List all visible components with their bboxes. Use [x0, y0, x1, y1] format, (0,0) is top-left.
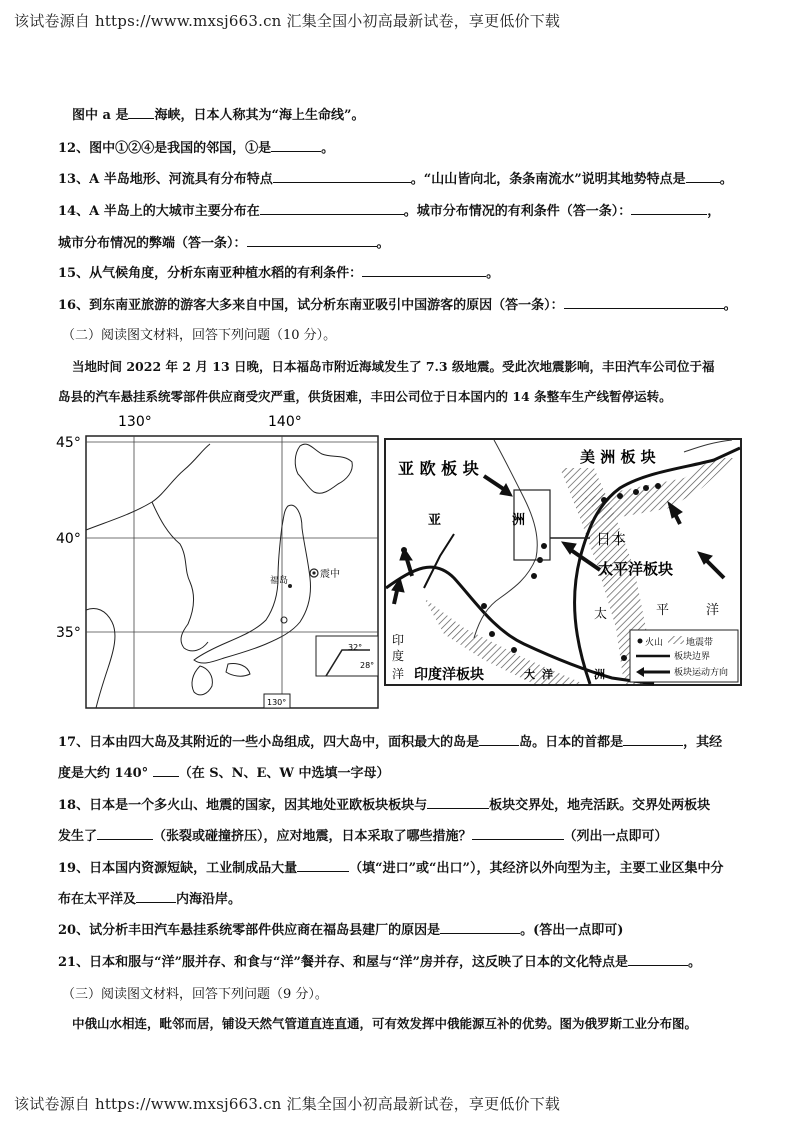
question-text: 。(答出一点即可): [520, 923, 624, 938]
fukushima-dot: [288, 584, 292, 588]
question-text: 图中 a 是: [72, 108, 129, 123]
inset-130-label: 130°: [267, 698, 287, 707]
section-3-text: 中俄山水相连，毗邻而居，铺设天然气管道直连直通，可有效发挥中俄能源互补的优势。图为俄罗斯工业分布图。: [72, 1016, 698, 1031]
inset-32-label: 32°: [348, 643, 363, 652]
section-3-title: （三）阅读图文材料，回答下列问题（9 分）。: [62, 987, 328, 1002]
legend-volcano: 火山: [645, 638, 664, 648]
answer-blank[interactable]: [128, 106, 154, 119]
question-text: 15、从气候角度，分析东南亚种植水稻的有利条件：: [58, 266, 363, 281]
indian-label-yang: 洋: [392, 667, 405, 681]
question-14b: [58, 232, 390, 251]
question-text: 17、日本由四大岛及其附近的一些小岛组成，四大岛中，面积最大的岛是: [58, 735, 480, 750]
question-19: [58, 857, 724, 876]
answer-blank[interactable]: [440, 921, 520, 934]
question-text: 城市分布情况的弊端（答一条）：: [58, 236, 247, 251]
question-text: 20、试分析丰田汽车悬挂系统零部件供应商在福岛县建厂的原因是: [58, 923, 441, 938]
question-text: 14、A 半岛上的大城市主要分布在: [58, 204, 260, 219]
question-text: 18、日本是一个多火山、地震的国家，因其地处亚欧板块板块与: [58, 798, 428, 813]
question-text: 海峡，日本人称其为“海上生命线”。: [154, 108, 365, 123]
answer-blank[interactable]: [427, 796, 489, 809]
pacific-label-ping: 平: [656, 603, 670, 618]
answer-blank[interactable]: [273, 170, 411, 183]
legend-motion: 板块运动方向: [674, 668, 729, 678]
question-text: 发生了: [58, 829, 98, 844]
plate-map: [384, 438, 744, 688]
question-text: 。城市分布情况的有利条件（答一条）：: [403, 204, 632, 219]
question-text: 布在太平洋及: [58, 892, 137, 907]
pacific-label-yang: 洋: [706, 603, 720, 618]
question-text: （填“进口”或“出口”），其经济以外向型为主，主要工业区集中分: [349, 861, 724, 876]
question-text: 16、到东南亚旅游的游客大多来自中国，试分析东南亚吸引中国游客的原因（答一条）：: [58, 298, 564, 313]
lat-45-label: 45°: [56, 435, 81, 451]
question-a: [72, 104, 364, 123]
answer-blank[interactable]: [686, 170, 720, 183]
question-text: 板块交界处，地壳活跃。交界处两板块: [489, 798, 711, 813]
eurasian-plate-label: 亚 欧 板 块: [398, 459, 479, 478]
answer-blank[interactable]: [623, 733, 683, 746]
question-18b: [58, 825, 668, 844]
answer-blank[interactable]: [362, 264, 486, 277]
asia-label-zhou: 洲: [512, 513, 526, 528]
page-footer: 该试卷源自 https://www.mxsj663.cn 汇集全国小初高最新试卷，享更低价下载: [14, 1095, 561, 1113]
question-text: ，其经: [683, 735, 723, 750]
question-text: 。: [321, 141, 335, 156]
volcano-icon: [638, 639, 643, 644]
question-17b: [58, 762, 390, 781]
question-18: [58, 794, 710, 813]
oceania-label-zhou: 洲: [594, 668, 605, 681]
lat-40-label: 40°: [56, 531, 81, 547]
indian-plate-label: 印度洋板块: [414, 667, 484, 683]
answer-blank[interactable]: [297, 859, 349, 872]
question-text: 。: [687, 955, 701, 970]
question-16: [58, 294, 737, 313]
question-15: [58, 262, 499, 281]
lat-35-label: 35°: [56, 625, 81, 641]
question-14: [58, 200, 720, 219]
question-text: 。“山山皆向北，条条南流水”说明其地势特点是: [410, 172, 686, 187]
question-text: （张裂或碰撞挤压），应对地震，日本采取了哪些措施？: [153, 829, 472, 844]
question-text: 21、日本和服与“洋”服并存、和食与“洋”餐并存、和屋与“洋”房并存，这反映了日本的文化特点是: [58, 955, 628, 970]
question-19b: [58, 888, 241, 907]
question-text: 。: [486, 266, 500, 281]
question-text: 岛。日本的首都是: [519, 735, 624, 750]
question-text: 13、A 半岛地形、河流具有分布特点: [58, 172, 273, 187]
question-text: 度是大约 140°: [58, 766, 149, 781]
american-plate-label: 美 洲 板 块: [580, 448, 656, 466]
question-text: 12、图中①②④是我国的邻国，①是: [58, 141, 272, 156]
indian-label-du: 度: [392, 649, 405, 663]
epicenter-label: 震中: [320, 569, 340, 580]
inset-frame: [316, 636, 378, 676]
answer-blank[interactable]: [631, 202, 707, 215]
indian-label-yin: 印: [392, 633, 405, 647]
answer-blank[interactable]: [247, 234, 377, 247]
page-header: 该试卷源自 https://www.mxsj663.cn 汇集全国小初高最新试卷，享更低价下载: [14, 12, 561, 30]
question-text: 内海沿岸。: [176, 892, 242, 907]
legend-boundary: 板块边界: [674, 652, 711, 662]
question-12: [58, 137, 334, 156]
legend-quake: 地震带: [686, 638, 714, 648]
japan-map: [52, 410, 380, 710]
asia-label-ya: 亚: [428, 513, 442, 528]
answer-blank[interactable]: [153, 764, 179, 777]
answer-blank[interactable]: [479, 733, 519, 746]
answer-blank[interactable]: [472, 827, 564, 840]
question-text: ，: [707, 204, 721, 219]
question-text: 。: [719, 172, 733, 187]
question-text: 。: [376, 236, 390, 251]
answer-blank[interactable]: [628, 953, 688, 966]
answer-blank[interactable]: [260, 202, 404, 215]
question-text: 。: [723, 298, 737, 313]
oceania-label-da: 大: [524, 668, 535, 681]
section-2-title: （二）阅读图文材料，回答下列问题（10 分）。: [62, 328, 337, 343]
question-17: [58, 731, 722, 750]
answer-blank[interactable]: [271, 139, 321, 152]
lon-140-label: 140°: [268, 414, 302, 430]
question-text: （列出一点即可）: [563, 829, 668, 844]
pacific-plate-label: 太平洋板块: [598, 560, 674, 578]
answer-blank[interactable]: [564, 296, 724, 309]
inset-28-label: 28°: [360, 661, 375, 670]
question-text: （在 S、N、E、W 中选填一字母）: [178, 766, 390, 781]
section-2-text-1: 当地时间 2022 年 2 月 13 日晚，日本福岛市附近海域发生了 7.3 级地震。受此次地震影响，丰田汽车公司位于福: [72, 359, 715, 374]
question-20: [58, 919, 623, 938]
question-13: [58, 168, 733, 187]
japan-label: 日本: [596, 530, 627, 548]
pacific-label-tai: 太: [594, 607, 608, 622]
question-text: 19、日本国内资源短缺，工业制成品大量: [58, 861, 298, 876]
fukushima-label: 福岛: [270, 576, 289, 586]
lon-130-label: 130°: [118, 414, 152, 430]
oceania-label-yang: 洋: [542, 668, 553, 681]
quake-belt-icon: [668, 636, 684, 644]
question-21: [58, 951, 701, 970]
answer-blank[interactable]: [97, 827, 153, 840]
section-2-text-2: 岛县的汽车悬挂系统零部件供应商受灾严重，供货困难，丰田公司位于日本国内的 14 条整车生产线暂停运转。: [58, 389, 672, 404]
answer-blank[interactable]: [136, 890, 176, 903]
